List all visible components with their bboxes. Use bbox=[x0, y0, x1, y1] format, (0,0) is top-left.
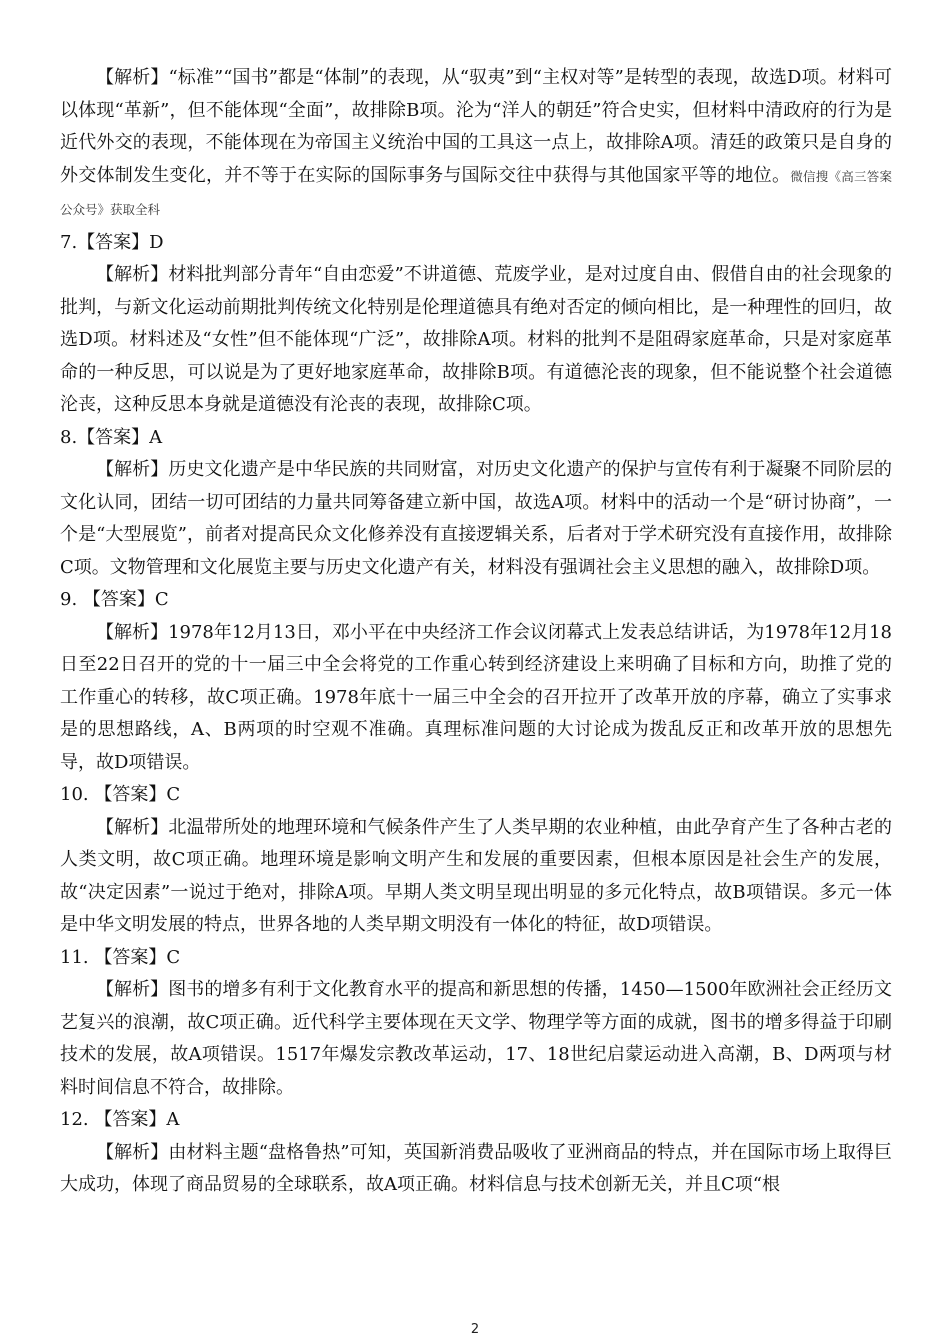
answer-heading: 9. 【答案】C bbox=[60, 589, 169, 610]
analysis-paragraph: 【解析】历史文化遗产是中华民族的共同财富，对历史文化遗产的保护与宣传有利于凝聚不同阶层的文化认同，团结一切可团结的力量共同筹备建立新中国，故选A项。材料中的活动一个是“研讨协商”，一个是“大型展览”，前者对提高民众文化修养没有直接逻辑关系，后者对于学术研究没有直接作用，故排除C项。文物管理和文化展览主要与历史文化遗产有关，材料没有强调社会主义思想的融入，故排除D项。 bbox=[60, 459, 892, 578]
document-body bbox=[60, 62, 892, 1202]
analysis-paragraph: 【解析】图书的增多有利于文化教育水平的提高和新思想的传播，1450—1500年欧洲社会正经历文艺复兴的浪潮，故C项正确。近代科学主要体现在天文学、物理学等方面的成就，图书的增多得益于印刷技术的发展，故A项错误。1517年爆发宗教改革运动，17、18世纪启蒙运动进入高潮，B、D两项与材料时间信息不符合，故排除。 bbox=[60, 979, 892, 1098]
analysis-paragraph: 【解析】“标准”“国书”都是“体制”的表现，从“驭夷”到“主权对等”是转型的表现，故选D项。材料可以体现“革新”，但不能体现“全面”，故排除B项。沦为“洋人的朝廷”符合史实，但材料中清政府的行为是近代外交的表现，不能体现在为帝国主义统治中国的工具这一点上，故排除A项。清廷的政策只是自身的外交体制发生变化，并不等于在实际的国际事务与国际交往中获得与其他国家平等的地位。微信搜《高三答案公众号》获取全科 bbox=[60, 67, 892, 217]
answer-heading: 8.【答案】A bbox=[60, 426, 163, 448]
analysis-paragraph: 【解析】北温带所处的地理环境和气候条件产生了人类早期的农业种植，由此孕育产生了各种古老的人类文明，故C项正确。地理环境是影响文明产生和发展的重要因素，但根本原因是社会生产的发展，故“决定因素”一说过于绝对，排除A项。早期人类文明呈现出明显的多元化特点，故B项错误。多元一体是中华文明发展的特点，世界各地的人类早期文明没有一体化的特征，故D项错误。 bbox=[60, 816, 892, 935]
answer-heading: 11. 【答案】C bbox=[60, 946, 181, 968]
wechat-note: 微信搜《高三答案公众号》获取全科 bbox=[60, 168, 892, 217]
answer-heading: 7.【答案】D bbox=[60, 231, 164, 253]
answer-heading: 10. 【答案】C bbox=[60, 784, 181, 805]
analysis-paragraph: 【解析】材料批判部分青年“自由恋爱”不讲道德、荒废学业，是对过度自由、假借自由的社会现象的批判，与新文化运动前期批判传统文化特别是伦理道德具有绝对否定的倾向相比，是一种理性的回归，故选D项。材料述及“女性”但不能体现“广泛”，故排除A项。材料的批判不是阻碍家庭革命，只是对家庭革命的一种反思，可以说是为了更好地家庭革命，故排除B项。有道德沦丧的现象，但不能说整个社会道德沦丧，这种反思本身就是道德没有沦丧的表现，故排除C项。 bbox=[60, 264, 892, 415]
answer-heading: 12. 【答案】A bbox=[60, 1109, 180, 1130]
page-number: 2 bbox=[470, 1322, 480, 1337]
analysis-paragraph: 【解析】1978年12月13日，邓小平在中央经济工作会议闭幕式上发表总结讲话，为1978年12月18日至22日召开的党的十一届三中全会将党的工作重心转到经济建设上来明确了目标和方向，助推了党的工作重心的转移，故C项正确。1978年底十一届三中全会的召开拉开了改革开放的序幕，确立了实事求是的思想路线，A、B两项的时空观不准确。真理标准问题的大讨论成为拨乱反正和改革开放的思想先导，故D项错误。 bbox=[60, 621, 892, 773]
analysis-paragraph: 【解析】由材料主题“盘格鲁热”可知，英国新消费品吸收了亚洲商品的特点，并在国际市场上取得巨大成功，体现了商品贸易的全球联系，故A项正确。材料信息与技术创新无关，并且C项“根 bbox=[60, 1141, 892, 1195]
